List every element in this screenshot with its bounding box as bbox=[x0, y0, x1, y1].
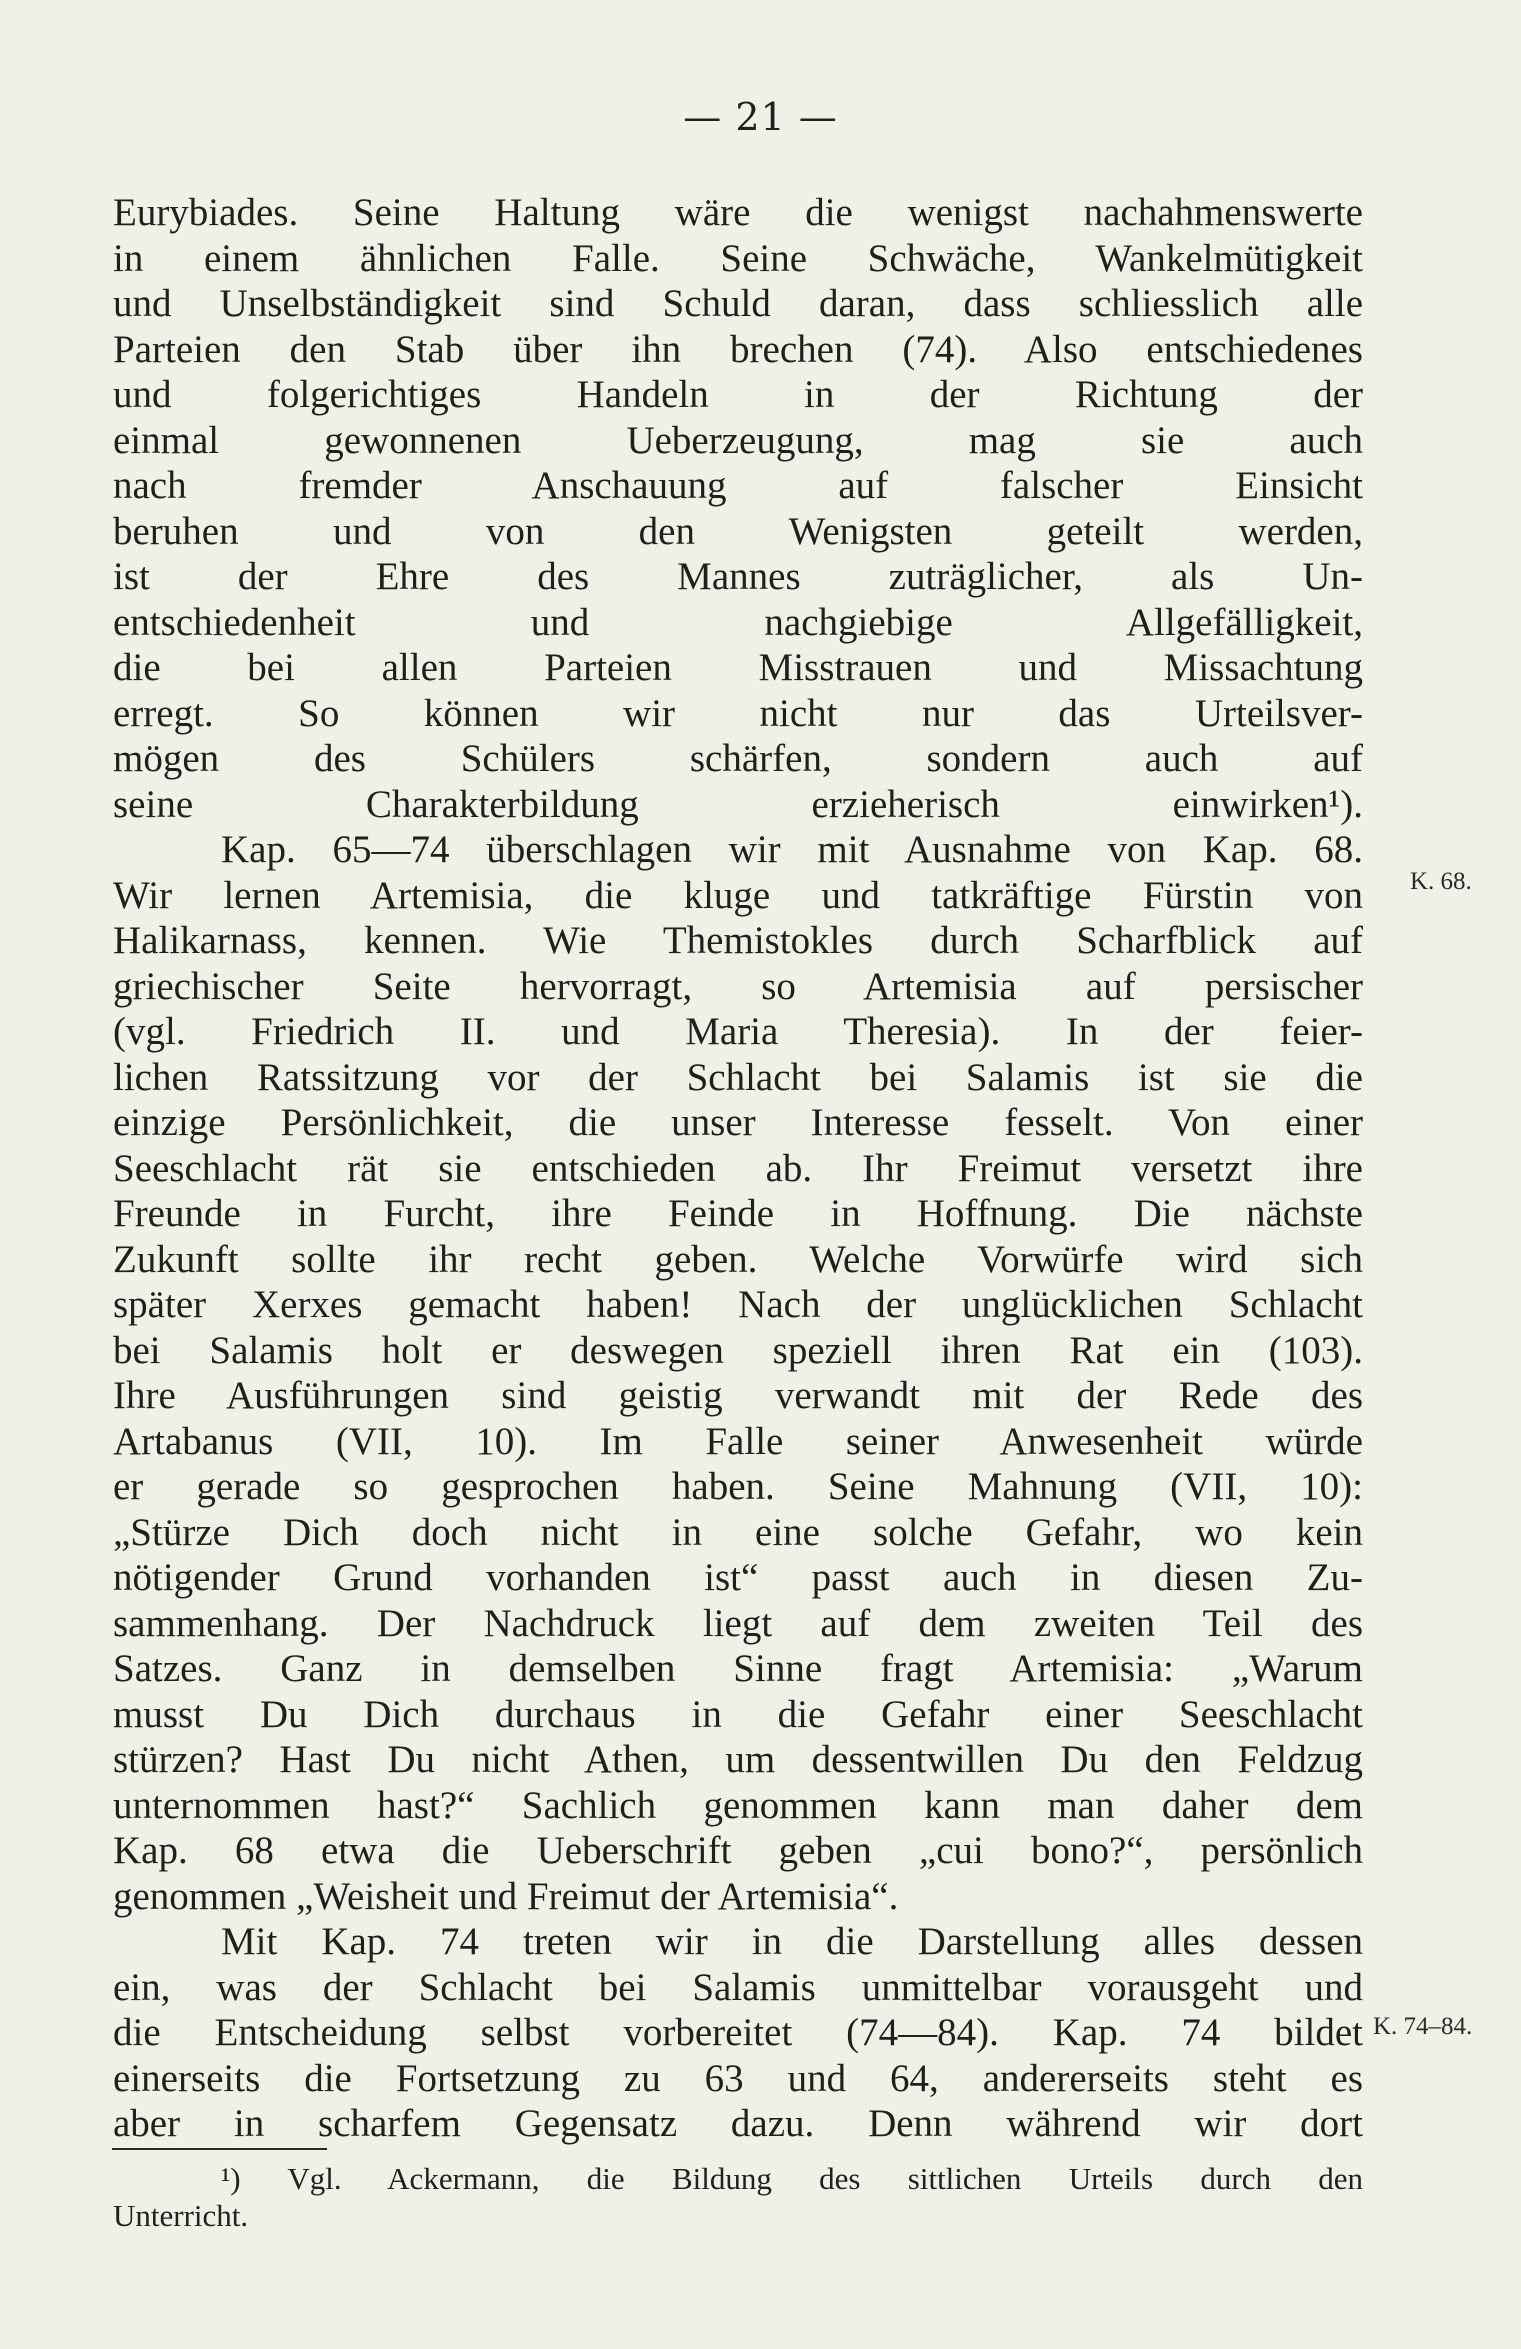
text-line: Zukunft sollte ihr recht geben. Welche Vorwürfe wird sich bbox=[113, 1237, 1363, 1281]
text-line: sammenhang. Der Nachdruck liegt auf dem zweiten Teil des bbox=[113, 1601, 1363, 1645]
text-line: nötigender Grund vorhanden ist“ passt auch in diesen Zu- bbox=[113, 1556, 1363, 1599]
text-line: Satzes. Ganz in demselben Sinne fragt Artemisia: „Warum bbox=[113, 1647, 1363, 1690]
text-line: aber in scharfem Gegensatz dazu. Denn während wir dort bbox=[113, 2102, 1363, 2145]
text-line: entschiedenheit und nachgiebige Allgefälligkeit, bbox=[113, 600, 1363, 644]
text-line: seine Charakterbildung erzieherisch einwirken¹). bbox=[113, 782, 1363, 826]
text-line: unternommen hast?“ Sachlich genommen kann man daher dem bbox=[113, 1783, 1363, 1827]
text-line: Parteien den Stab über ihn brechen (74). Also entschiedenes bbox=[113, 327, 1363, 371]
text-line: ein, was der Schlacht bei Salamis unmittelbar vorausgeht und bbox=[113, 1965, 1363, 2009]
text-line: Halikarnass, kennen. Wie Themistokles durch Scharfblick auf bbox=[113, 919, 1363, 962]
text-line: (vgl. Friedrich II. und Maria Theresia). In der feier- bbox=[113, 1010, 1363, 1053]
margin-note-k68: K. 68. bbox=[1410, 868, 1472, 895]
text-line: mögen des Schülers schärfen, sondern auch auf bbox=[113, 737, 1363, 780]
text-line: später Xerxes gemacht haben! Nach der unglücklichen Schlacht bbox=[113, 1283, 1363, 1326]
text-line: stürzen? Hast Du nicht Athen, um dessentwillen Du den Feldzug bbox=[113, 1738, 1363, 1781]
text-line: einerseits die Fortsetzung zu 63 und 64, andererseits steht es bbox=[113, 2056, 1363, 2100]
text-line: einzige Persönlichkeit, die unser Interesse fesselt. Von einer bbox=[113, 1101, 1363, 1144]
text-line: Seeschlacht rät sie entschieden ab. Ihr Freimut versetzt ihre bbox=[113, 1146, 1363, 1190]
footnote-line: Unterricht. bbox=[113, 2198, 249, 2233]
text-line: genommen „Weisheit und Freimut der Artemisia“. bbox=[113, 1874, 899, 1918]
text-line: Freunde in Furcht, ihre Feinde in Hoffnung. Die nächste bbox=[113, 1192, 1363, 1235]
text-line: Artabanus (VII, 10). Im Falle seiner Anwesenheit würde bbox=[113, 1419, 1363, 1463]
text-line: Kap. 68 etwa die Ueberschrift geben „cui bono?“, persönlich bbox=[113, 1829, 1363, 1872]
main-text bbox=[113, 190, 1363, 2147]
text-line: nach fremder Anschauung auf falscher Einsicht bbox=[113, 464, 1363, 507]
text-line: musst Du Dich durchaus in die Gefahr einer Seeschlacht bbox=[113, 1692, 1363, 1736]
text-line: bei Salamis holt er deswegen speziell ihren Rat ein (103). bbox=[113, 1328, 1363, 1372]
text-line: Mit Kap. 74 treten wir in die Darstellung alles dessen bbox=[221, 1920, 1363, 1963]
footnote-line: ¹) Vgl. Ackermann, die Bildung des sittlichen Urteils durch den bbox=[221, 2161, 1363, 2196]
text-line: griechischer Seite hervorragt, so Artemisia auf persischer bbox=[113, 964, 1363, 1008]
text-line: er gerade so gesprochen haben. Seine Mahnung (VII, 10): bbox=[113, 1465, 1363, 1508]
text-line: und folgerichtiges Handeln in der Richtung der bbox=[113, 373, 1363, 416]
page-number: — 21 — bbox=[683, 95, 838, 139]
text-line: „Stürze Dich doch nicht in eine solche Gefahr, wo kein bbox=[113, 1510, 1363, 1554]
text-line: Wir lernen Artemisia, die kluge und tatkräftige Fürstin von bbox=[113, 873, 1363, 917]
text-line: und Unselbständigkeit sind Schuld daran, dass schliesslich alle bbox=[113, 282, 1363, 325]
text-line: in einem ähnlichen Falle. Seine Schwäche, Wankelmütigkeit bbox=[113, 236, 1363, 280]
footnote bbox=[113, 2160, 1363, 2234]
footnote-rule bbox=[112, 2148, 327, 2150]
text-line: ist der Ehre des Mannes zuträglicher, als Un- bbox=[113, 555, 1363, 598]
text-line: lichen Ratssitzung vor der Schlacht bei Salamis ist sie die bbox=[113, 1055, 1363, 1099]
margin-note-k74-84: K. 74–84. bbox=[1373, 2013, 1473, 2040]
text-line: die bei allen Parteien Misstrauen und Missachtung bbox=[113, 646, 1363, 689]
text-line: Eurybiades. Seine Haltung wäre die wenigst nachahmenswerte bbox=[113, 191, 1363, 234]
text-line: die Entscheidung selbst vorbereitet (74—84). Kap. 74 bildet bbox=[113, 2011, 1363, 2054]
text-line: erregt. So können wir nicht nur das Urteilsver- bbox=[113, 691, 1363, 735]
text-line: Kap. 65—74 überschlagen wir mit Ausnahme von Kap. 68. bbox=[221, 828, 1363, 871]
text-line: Ihre Ausführungen sind geistig verwandt mit der Rede des bbox=[113, 1374, 1363, 1417]
text-line: beruhen und von den Wenigsten geteilt werden, bbox=[113, 509, 1363, 553]
text-line: einmal gewonnenen Ueberzeugung, mag sie auch bbox=[113, 418, 1363, 462]
